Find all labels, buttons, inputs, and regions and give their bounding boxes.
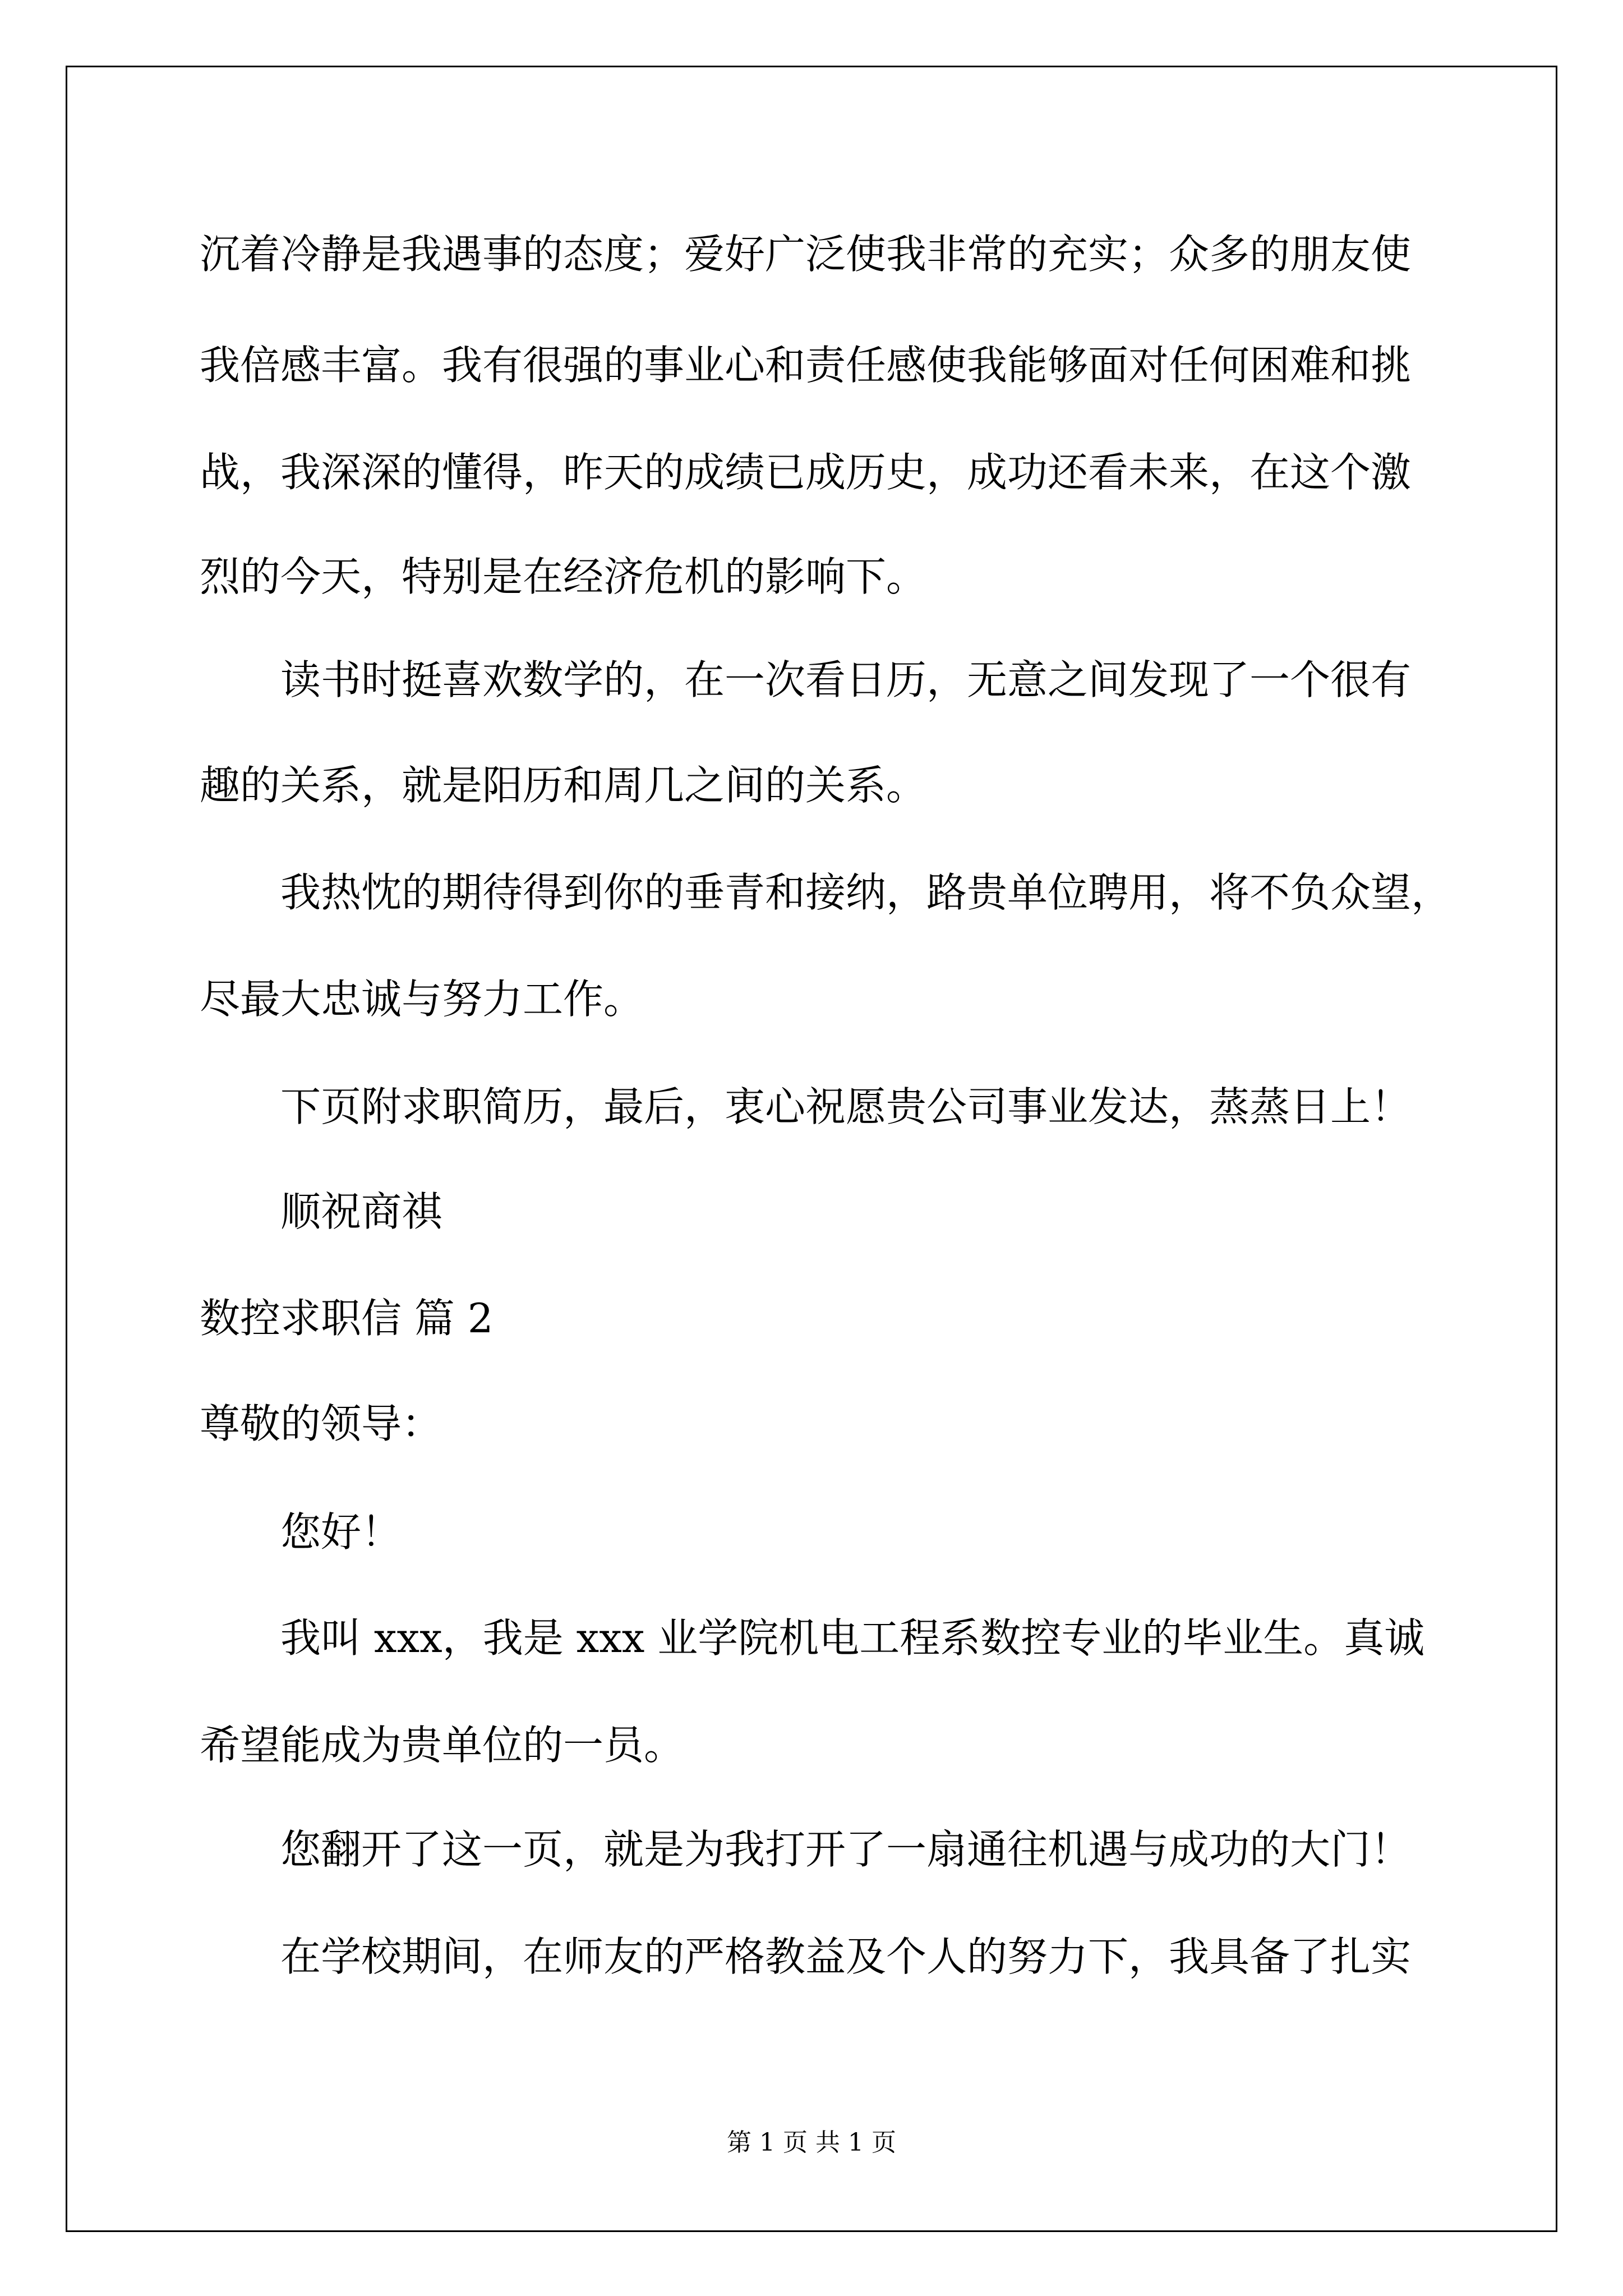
paragraph-line: 趣的关系，就是阳历和周几之间的关系。 — [200, 762, 927, 809]
salutation: 尊敬的领导： — [200, 1400, 442, 1447]
paragraph-line: 沉着冷静是我遇事的态度；爱好广泛使我非常的充实；众多的朋友使 — [200, 231, 1412, 278]
paragraph-line: 烈的今天，特别是在经济危机的影响下。 — [200, 553, 927, 600]
paragraph-line: 我倍感丰富。我有很强的事业心和责任感使我能够面对任何困难和挑 — [200, 342, 1412, 389]
paragraph-line: 希望能成为贵单位的一员。 — [200, 1722, 685, 1769]
closing-line: 顺祝商祺 — [280, 1188, 442, 1235]
paragraph-line: 读书时挺喜欢数学的，在一次看日历，无意之间发现了一个很有 — [280, 656, 1412, 703]
paragraph-line: 您翻开了这一页，就是为我打开了一扇通往机遇与成功的大门！ — [280, 1826, 1412, 1873]
paragraph-line: 我热忱的期待得到你的垂青和接纳，路贵单位聘用，将不负众望， — [280, 869, 1452, 916]
paragraph-line: 战，我深深的懂得，昨天的成绩已成历史，成功还看未来，在这个激 — [200, 449, 1412, 496]
paragraph-line: 我叫 xxx，我是 xxx 业学院机电工程系数控专业的毕业生。真诚 — [280, 1614, 1425, 1662]
paragraph-line: 尽最大忠诚与努力工作。 — [200, 976, 644, 1023]
paragraph-line: 在学校期间，在师友的严格教益及个人的努力下，我具备了扎实 — [280, 1933, 1412, 1980]
section-heading: 数控求职信 篇 2 — [200, 1295, 494, 1342]
page-footer: 第 1 页 共 1 页 — [727, 2128, 896, 2157]
paragraph-line: 下页附求职简历，最后，衷心祝愿贵公司事业发达，蒸蒸日上！ — [280, 1083, 1412, 1130]
greeting: 您好！ — [280, 1508, 402, 1556]
